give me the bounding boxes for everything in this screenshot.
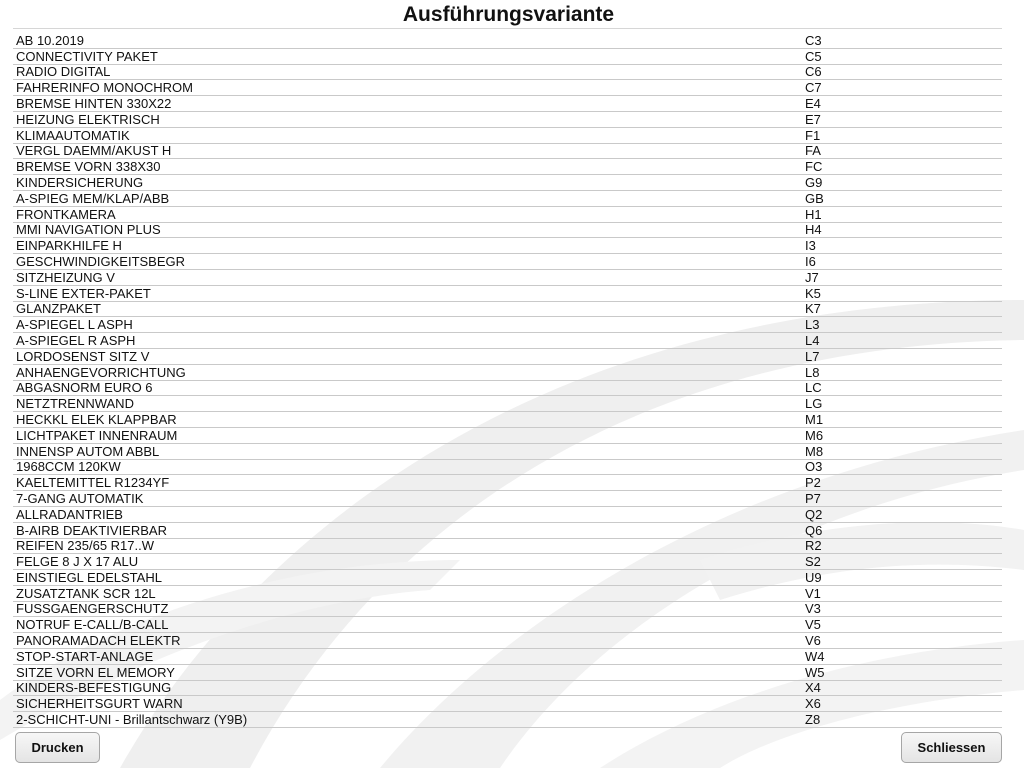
option-name: AB 10.2019 <box>16 32 84 48</box>
option-code: I6 <box>805 253 816 269</box>
option-row <box>13 65 1002 81</box>
option-row <box>13 238 1002 254</box>
option-name: GESCHWINDIGKEITSBEGR <box>16 253 186 269</box>
option-row <box>13 381 1002 397</box>
option-row <box>13 570 1002 586</box>
option-row <box>13 349 1002 365</box>
option-row <box>13 302 1002 318</box>
option-code: Q2 <box>805 506 823 522</box>
option-code: LG <box>805 396 823 412</box>
option-code: I3 <box>805 238 816 254</box>
option-row <box>13 144 1002 160</box>
option-row <box>13 365 1002 381</box>
option-code: U9 <box>805 569 822 585</box>
option-row <box>13 681 1002 697</box>
option-row <box>13 80 1002 96</box>
option-row <box>13 428 1002 444</box>
option-name: RADIO DIGITAL <box>16 64 111 80</box>
option-row <box>13 649 1002 665</box>
option-name: FUSSGAENGERSCHUTZ <box>16 601 169 617</box>
option-row <box>13 712 1002 728</box>
option-row <box>13 207 1002 223</box>
option-code: H4 <box>805 222 822 238</box>
option-row <box>13 554 1002 570</box>
option-code: O3 <box>805 459 823 475</box>
option-row <box>13 49 1002 65</box>
option-name: BREMSE HINTEN 330X22 <box>16 95 172 111</box>
option-code: Q6 <box>805 522 823 538</box>
option-name: ZUSATZTANK SCR 12L <box>16 585 156 601</box>
option-name: PANORAMADACH ELEKTR <box>16 633 181 649</box>
option-code: R2 <box>805 538 822 554</box>
option-name: CONNECTIVITY PAKET <box>16 48 158 64</box>
option-code: M8 <box>805 443 824 459</box>
option-name: LORDOSENST SITZ V <box>16 348 150 364</box>
option-row <box>13 539 1002 555</box>
option-code: W5 <box>805 664 825 680</box>
print-button[interactable]: Drucken <box>15 732 100 763</box>
option-row <box>13 665 1002 681</box>
option-code: C3 <box>805 32 822 48</box>
option-name: KINDERSICHERUNG <box>16 174 144 190</box>
option-code: M6 <box>805 427 824 443</box>
option-name: HECKKL ELEK KLAPPBAR <box>16 411 177 427</box>
option-name: SICHERHEITSGURT WARN <box>16 696 183 712</box>
option-name: A-SPIEGEL R ASPH <box>16 332 136 348</box>
option-code: LC <box>805 380 822 396</box>
title-divider <box>13 28 1002 29</box>
option-name: 7-GANG AUTOMATIK <box>16 490 144 506</box>
option-code: V5 <box>805 617 821 633</box>
option-name: KINDERS-BEFESTIGUNG <box>16 680 172 696</box>
option-name: S-LINE EXTER-PAKET <box>16 285 151 301</box>
option-name: ANHAENGEVORRICHTUNG <box>16 364 186 380</box>
option-row <box>13 128 1002 144</box>
option-name: A-SPIEGEL L ASPH <box>16 317 133 333</box>
option-code: FA <box>805 143 821 159</box>
option-name: INNENSP AUTOM ABBL <box>16 443 160 459</box>
option-name: LICHTPAKET INNENRAUM <box>16 427 178 443</box>
option-row <box>13 696 1002 712</box>
option-name: ABGASNORM EURO 6 <box>16 380 153 396</box>
option-name: A-SPIEG MEM/KLAP/ABB <box>16 190 170 206</box>
option-code: V6 <box>805 633 821 649</box>
option-code: X6 <box>805 696 821 712</box>
close-button[interactable]: Schliessen <box>901 732 1002 763</box>
option-row <box>13 112 1002 128</box>
option-row <box>13 412 1002 428</box>
option-row <box>13 633 1002 649</box>
option-code: V1 <box>805 585 821 601</box>
option-code: E4 <box>805 95 821 111</box>
option-name: REIFEN 235/65 R17..W <box>16 538 154 554</box>
option-row <box>13 223 1002 239</box>
option-name: SITZHEIZUNG V <box>16 269 115 285</box>
option-name: KAELTEMITTEL R1234YF <box>16 475 170 491</box>
equipment-options-list <box>13 33 1002 728</box>
option-name: EINPARKHILFE H <box>16 238 122 254</box>
option-row <box>13 491 1002 507</box>
option-row <box>13 333 1002 349</box>
option-name: KLIMAAUTOMATIK <box>16 127 130 143</box>
option-code: K7 <box>805 301 821 317</box>
option-name: FRONTKAMERA <box>16 206 116 222</box>
option-name: ALLRADANTRIEB <box>16 506 123 522</box>
option-row <box>13 460 1002 476</box>
option-code: P2 <box>805 475 821 491</box>
option-name: FAHRERINFO MONOCHROM <box>16 80 193 96</box>
option-code: C6 <box>805 64 822 80</box>
option-row <box>13 286 1002 302</box>
option-code: K5 <box>805 285 821 301</box>
option-name: GLANZPAKET <box>16 301 102 317</box>
option-row <box>13 270 1002 286</box>
option-row <box>13 617 1002 633</box>
option-code: V3 <box>805 601 821 617</box>
option-code: Z8 <box>805 712 821 728</box>
option-row <box>13 586 1002 602</box>
option-row <box>13 475 1002 491</box>
option-row <box>13 159 1002 175</box>
option-name: FELGE 8 J X 17 ALU <box>16 554 139 570</box>
option-row <box>13 254 1002 270</box>
option-code: H1 <box>805 206 822 222</box>
option-name: SITZE VORN EL MEMORY <box>16 664 175 680</box>
dialog-title: Ausführungsvariante <box>402 3 615 26</box>
option-code: J7 <box>805 269 819 285</box>
option-code: FC <box>805 159 823 175</box>
option-name: STOP-START-ANLAGE <box>16 648 154 664</box>
option-row <box>13 444 1002 460</box>
option-name: NETZTRENNWAND <box>16 396 134 412</box>
option-code: E7 <box>805 111 821 127</box>
option-row <box>13 523 1002 539</box>
option-code: W4 <box>805 648 825 664</box>
option-row <box>13 175 1002 191</box>
option-code: M1 <box>805 411 824 427</box>
option-code: L4 <box>805 332 820 348</box>
option-name: HEIZUNG ELEKTRISCH <box>16 111 160 127</box>
option-row <box>13 191 1002 207</box>
option-row <box>13 507 1002 523</box>
option-name: NOTRUF E-CALL/B-CALL <box>16 617 169 633</box>
option-code: X4 <box>805 680 821 696</box>
option-name: 2-SCHICHT-UNI - Brillantschwarz (Y9B) <box>16 712 248 728</box>
option-name: VERGL DAEMM/AKUST H <box>16 143 172 159</box>
option-row <box>13 33 1002 49</box>
option-code: F1 <box>805 127 821 143</box>
option-code: C5 <box>805 48 822 64</box>
option-code: C7 <box>805 80 822 96</box>
option-row <box>13 396 1002 412</box>
option-row <box>13 96 1002 112</box>
option-name: 1968CCM 120KW <box>16 459 121 475</box>
option-name: MMI NAVIGATION PLUS <box>16 222 161 238</box>
option-code: S2 <box>805 554 821 570</box>
option-name: EINSTIEGL EDELSTAHL <box>16 569 162 585</box>
option-code: L7 <box>805 348 820 364</box>
option-code: G9 <box>805 174 823 190</box>
option-code: GB <box>805 190 824 206</box>
option-row <box>13 602 1002 618</box>
option-code: L3 <box>805 317 820 333</box>
option-name: BREMSE VORN 338X30 <box>16 159 161 175</box>
option-name: B-AIRB DEAKTIVIERBAR <box>16 522 167 538</box>
option-code: P7 <box>805 490 821 506</box>
option-code: L8 <box>805 364 820 380</box>
option-row <box>13 317 1002 333</box>
